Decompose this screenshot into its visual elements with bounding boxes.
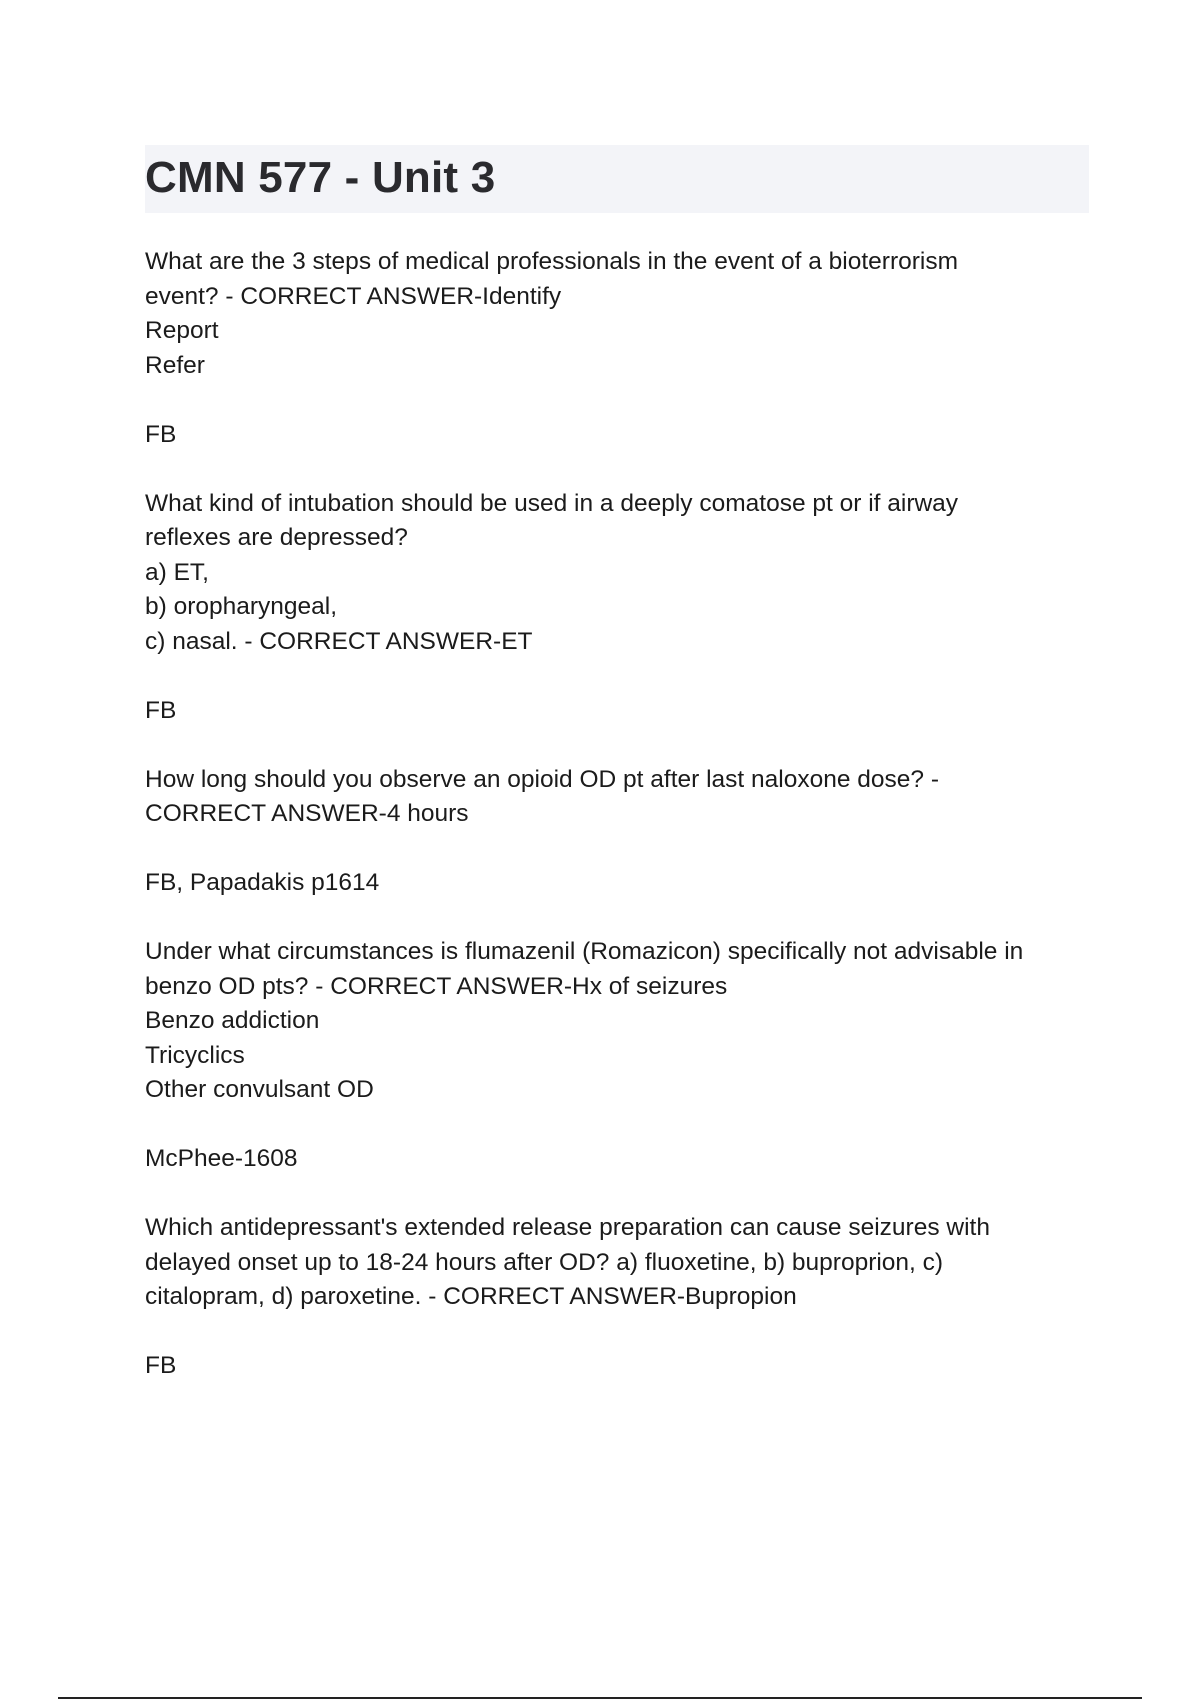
qa-item-5: [145, 1211, 1095, 1384]
qa-item-1: [145, 245, 1095, 487]
qa-item-2: [145, 487, 1095, 763]
spacer: [145, 832, 1095, 867]
spacer: [145, 1108, 1095, 1143]
spacer: [145, 659, 1095, 694]
question-line: How long should you observe an opioid OD pt after last naloxone dose? -: [145, 765, 940, 793]
spacer: [145, 728, 1095, 763]
question-line: What are the 3 steps of medical professionals in the event of a bioterrorism: [145, 248, 958, 275]
source-line: FB: [145, 1352, 177, 1379]
source-line: FB: [145, 696, 177, 724]
question-line: delayed onset up to 18-24 hours after OD? a) fluoxetine, b) buproprion, c): [145, 1248, 944, 1276]
footer-divider: [58, 1697, 1142, 1699]
qa-list: [145, 245, 1095, 1384]
answer-line: Refer: [145, 351, 205, 379]
question-line: event? - CORRECT ANSWER-Identify: [145, 282, 562, 310]
spacer: [145, 901, 1095, 936]
source-line: FB: [145, 420, 177, 448]
answer-line: Report: [145, 317, 219, 344]
spacer: [145, 383, 1095, 418]
answer-line: Tricyclics: [145, 1041, 245, 1069]
answer-line: Other convulsant OD: [145, 1076, 374, 1103]
question-line: citalopram, d) paroxetine. - CORRECT ANSWER-Bupropion: [145, 1283, 797, 1310]
source-line: FB, Papadakis p1614: [145, 869, 380, 896]
option-line: b) oropharyngeal,: [145, 593, 338, 620]
question-line: reflexes are depressed?: [145, 524, 408, 551]
qa-item-3: [145, 763, 1095, 936]
page-title: CMN 577 - Unit 3: [145, 153, 496, 202]
title-bar: [145, 145, 1089, 213]
option-line: a) ET,: [145, 558, 209, 586]
answer-line: Benzo addiction: [145, 1007, 320, 1034]
question-line: Under what circumstances is flumazenil (Romazicon) specifically not advisable in: [145, 938, 1024, 965]
answer-line: CORRECT ANSWER-4 hours: [145, 800, 469, 827]
source-line: McPhee-1608: [145, 1145, 298, 1172]
spacer: [145, 1315, 1095, 1350]
question-line: benzo OD pts? - CORRECT ANSWER-Hx of seizures: [145, 972, 728, 1000]
question-line: What kind of intubation should be used in a deeply comatose pt or if airway: [145, 489, 959, 517]
question-line: Which antidepressant's extended release preparation can cause seizures with: [145, 1214, 990, 1241]
spacer: [145, 452, 1095, 487]
spacer: [145, 1177, 1095, 1212]
qa-item-4: [145, 935, 1095, 1211]
option-line: c) nasal. - CORRECT ANSWER-ET: [145, 627, 533, 655]
